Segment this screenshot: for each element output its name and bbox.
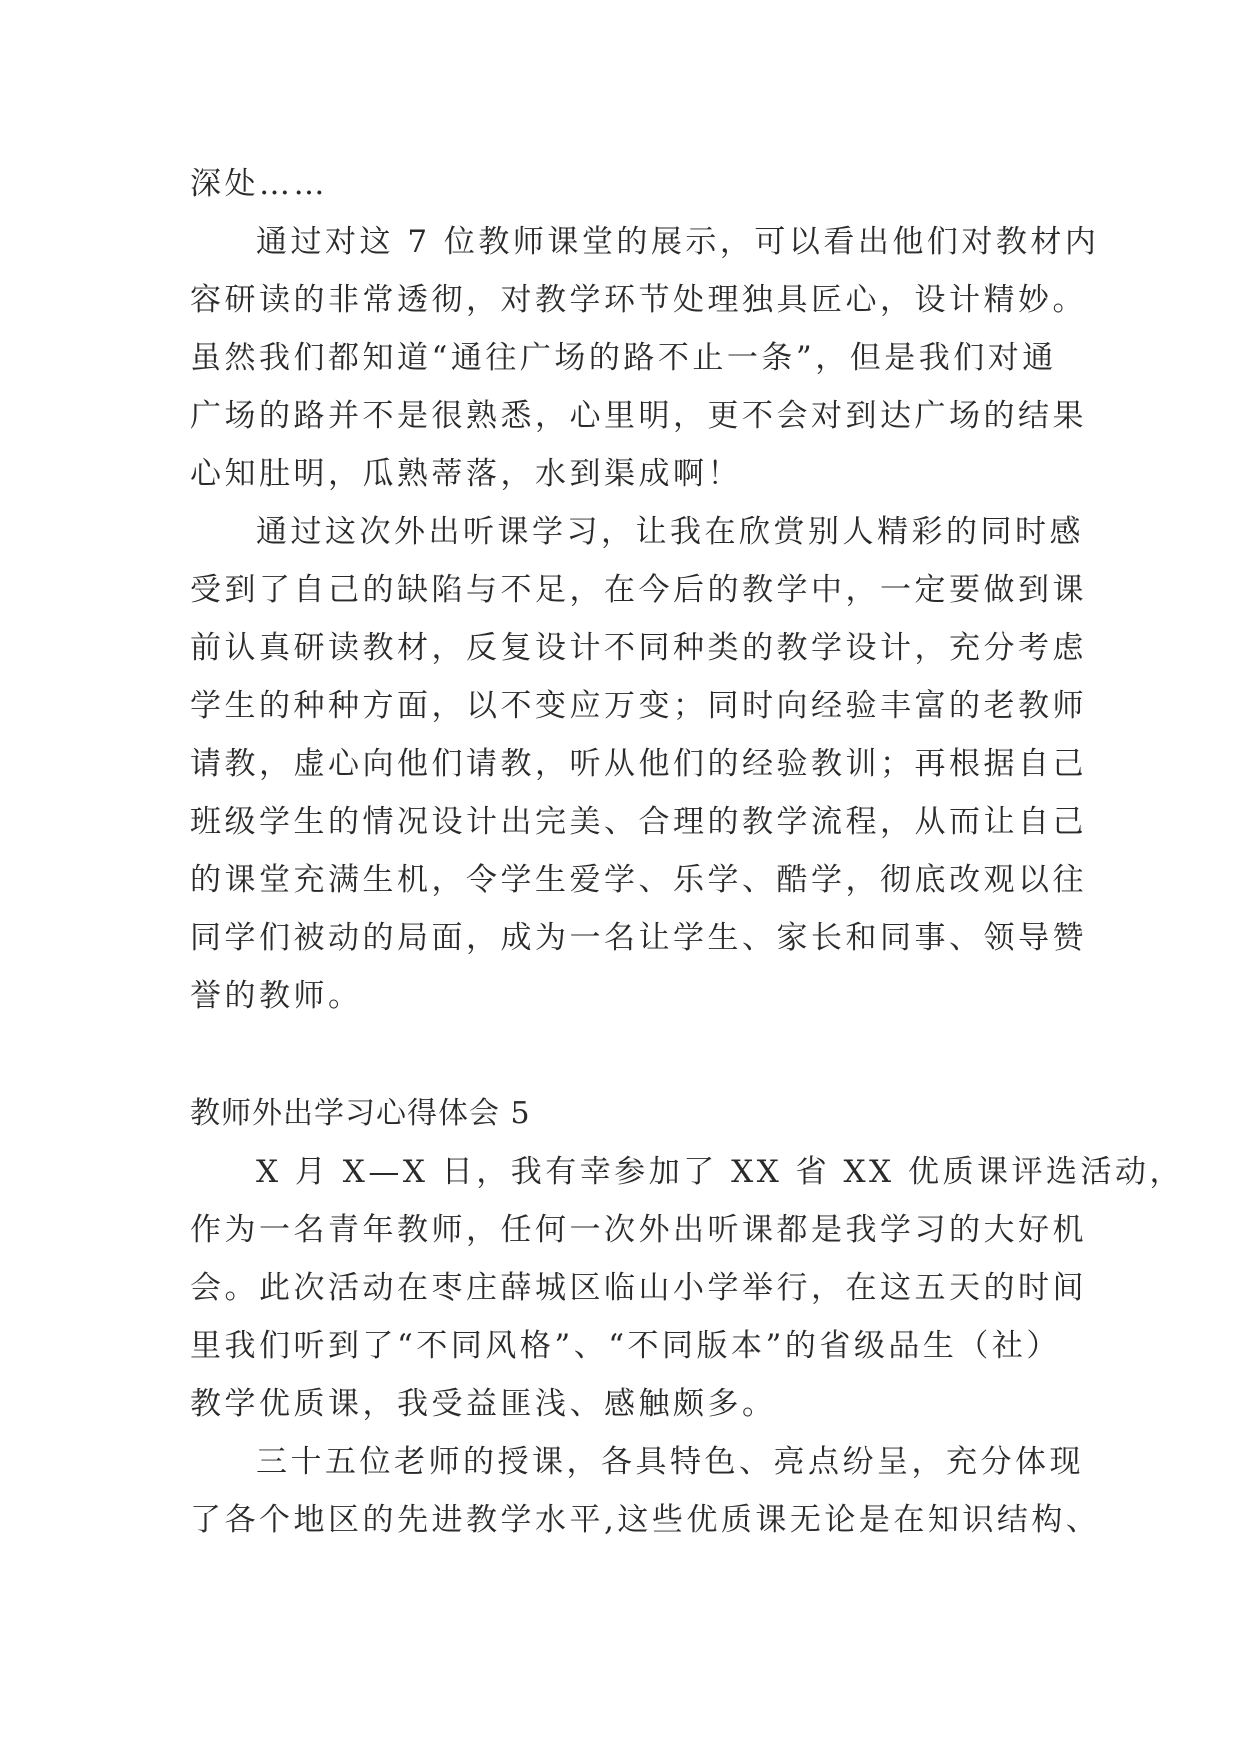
text-line: 誉的教师。 — [190, 978, 363, 1014]
text-line: 通过对这 7 位教师课堂的展示，可以看出他们对教材内 — [256, 224, 1100, 260]
text-line: X 月 X—X 日，我有幸参加了 XX 省 XX 优质课评选活动， — [256, 1154, 1184, 1190]
text-line: 同学们被动的局面，成为一名让学生、家长和同事、领导赞 — [190, 920, 1087, 956]
text-line: 的课堂充满生机，令学生爱学、乐学、酷学，彻底改观以往 — [190, 862, 1087, 898]
text-line: 前认真研读教材，反复设计不同种类的教学设计，充分考虑 — [190, 630, 1087, 666]
text-line: 心知肚明，瓜熟蒂落，水到渠成啊！ — [190, 456, 742, 492]
text-line: 受到了自己的缺陷与不足，在今后的教学中，一定要做到课 — [190, 572, 1087, 608]
section-gap — [190, 1025, 1070, 1085]
section-title: 教师外出学习心得体会 5 — [190, 1096, 531, 1131]
text-line: 了各个地区的先进教学水平,这些优质课无论是在知识结构、 — [190, 1502, 1101, 1538]
paragraph — [190, 1433, 1101, 1549]
text-line: 学生的种种方面，以不变应万变；同时向经验丰富的老教师 — [190, 688, 1087, 724]
text-line: 会。此次活动在枣庄薛城区临山小学举行，在这五天的时间 — [190, 1270, 1087, 1306]
text-line: 作为一名青年教师，任何一次外出听课都是我学习的大好机 — [190, 1212, 1087, 1248]
text-line: 里我们听到了“不同风格”、“不同版本”的省级品生（社） — [190, 1328, 1061, 1364]
text-line: 请教，虚心向他们请教，听从他们的经验教训；再根据自己 — [190, 746, 1087, 782]
paragraph — [190, 213, 1100, 503]
text-line: 通过这次外出听课学习，让我在欣赏别人精彩的同时感 — [256, 514, 1084, 550]
text-line: 深处…… — [190, 166, 328, 202]
text-line: 容研读的非常透彻，对教学环节处理独具匠心，设计精妙。 — [190, 282, 1087, 318]
text-line: 班级学生的情况设计出完美、合理的教学流程，从而让自己 — [190, 804, 1087, 840]
text-line: 虽然我们都知道“通往广场的路不止一条”，但是我们对通 — [190, 340, 1057, 376]
document-body — [190, 155, 1184, 1549]
paragraph — [190, 1143, 1184, 1433]
text-line: 三十五位老师的授课，各具特色、亮点纷呈，充分体现 — [256, 1444, 1084, 1480]
text-line: 广场的路并不是很熟悉，心里明，更不会对到达广场的结果 — [190, 398, 1087, 434]
text-line: 教学优质课，我受益匪浅、感触颇多。 — [190, 1386, 777, 1422]
paragraph — [190, 503, 1087, 1025]
